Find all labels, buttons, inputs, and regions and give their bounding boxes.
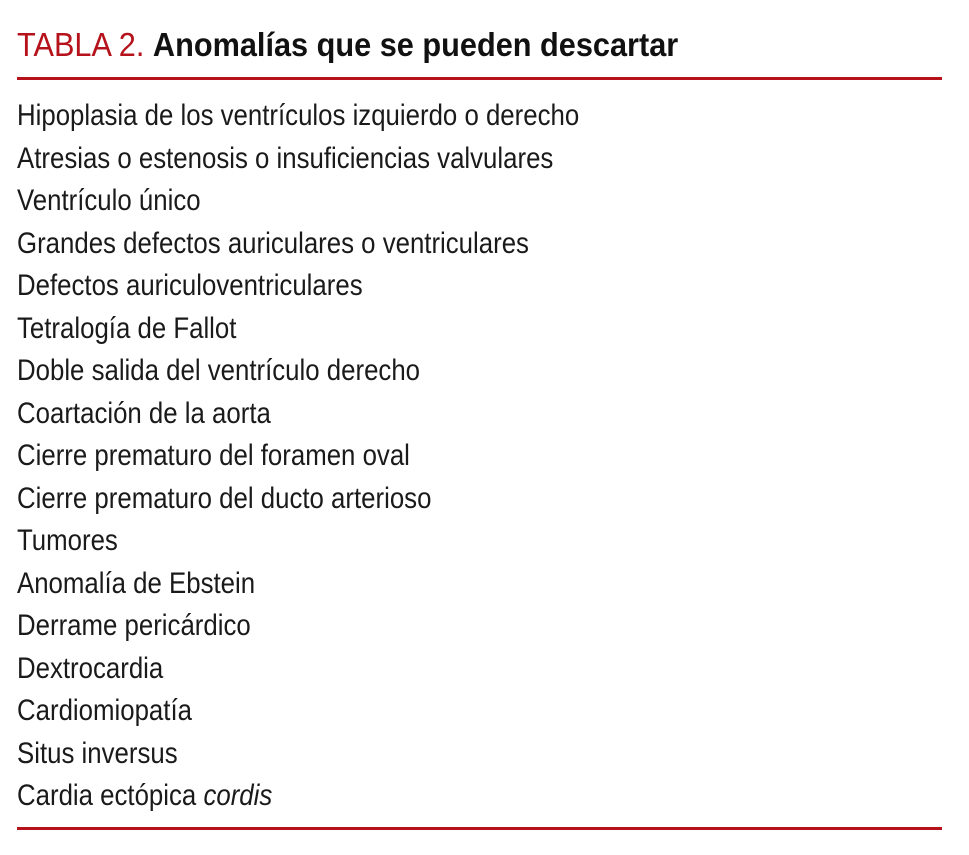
list-item: Hipoplasia de los ventrículos izquierdo o derecho (17, 99, 580, 132)
list-item: Defectos auriculoventriculares (17, 269, 363, 302)
top-divider (17, 77, 942, 80)
list-item: Derrame pericárdico (17, 609, 251, 642)
list-item: Tumores (17, 524, 118, 557)
list-item: Dextrocardia (17, 651, 164, 685)
list-item-last (17, 775, 579, 818)
list-item: Situs inversus (17, 736, 178, 770)
list-item: Grandes defectos auriculares o ventriculares (17, 226, 529, 260)
table-title (17, 22, 877, 68)
list-item: Anomalía de Ebstein (17, 566, 256, 600)
anomaly-list (17, 95, 671, 818)
list-item: Ventrículo único (17, 184, 201, 217)
list-item: Tetralogía de Fallot (17, 311, 237, 345)
table-figure (17, 0, 942, 855)
list-item: Atresias o estenosis o insuficiencias valvulares (17, 141, 554, 175)
list-item: Coartación de la aorta (17, 396, 271, 430)
list-item: Cardiomiopatía (17, 694, 192, 727)
last-item-text: Cardia ectópica (17, 779, 197, 812)
bottom-divider (17, 827, 942, 830)
table-label: TABLA 2. (17, 26, 145, 63)
list-item: Cierre prematuro del ducto arterioso (17, 481, 432, 515)
list-item: Cierre prematuro del foramen oval (17, 439, 410, 472)
list-item: Doble salida del ventrículo derecho (17, 354, 421, 387)
last-item-italic: cordis (203, 779, 273, 812)
table-heading: Anomalías que se pueden descartar (152, 26, 679, 63)
